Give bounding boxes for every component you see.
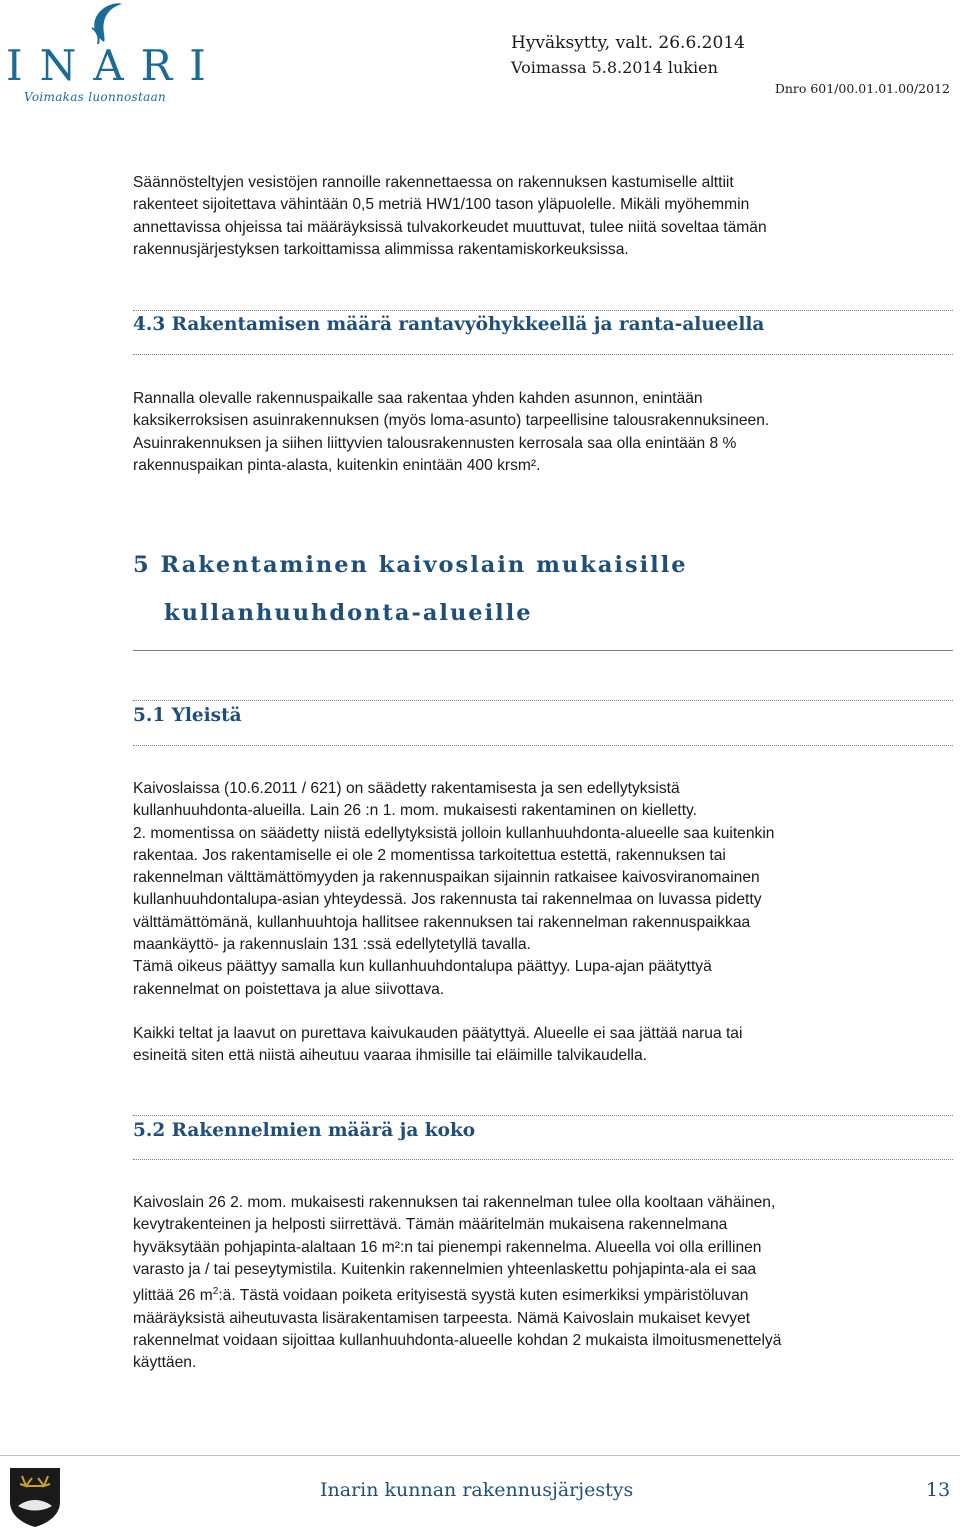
section-divider: [133, 354, 953, 355]
text-line: käyttäen.: [133, 1354, 197, 1372]
logo-swirl-icon: [70, 0, 130, 46]
text-line: kullanhuuhdonta-alueilla. Lain 26 :n 1. mom. mukaisesti rakentaminen on kielletty.: [133, 802, 698, 820]
text-line: annettavissa ohjeissa tai määräyksissä tulvakorkeudet muuttuvat, tulee niitä soveltaa tämän: [133, 218, 767, 236]
text-line: Asuinrakennuksen ja siihen liittyvien talousrakennusten kerrosala saa olla enintään 8 %: [133, 434, 737, 452]
chapter-heading-line: 5 Rakentaminen kaivoslain mukaisille: [133, 552, 688, 578]
text-line: Säännösteltyjen vesistöjen rannoille rakennettaessa on rakennuksen kastumiselle alttiit: [133, 174, 734, 191]
text-fragment: :ä. Tästä voidaan poiketa erityisestä syystä kuten esimerkiksi ympäristöluvan: [218, 1287, 749, 1305]
text-line: rakennuspaikan pinta-alasta, kuitenkin enintään 400 krsm².: [133, 456, 541, 474]
logo-wordmark: INARI: [6, 41, 223, 90]
text-line: rakennusjärjestyksen tarkoittamissa alimmissa rakentamiskorkeuksissa.: [133, 240, 629, 258]
section-divider: [133, 310, 953, 311]
text-line: kullanhuuhdontalupa-asian yhteydessä. Jos rakennusta tai rakennelmaa on luvassa pidetty: [133, 891, 762, 909]
text-line: kevytrakenteinen ja helposti siirrettävä. Tämän määritelmän mukaisena rakennelmana: [133, 1216, 728, 1234]
text-line: rakentaa. Jos rakentamiselle ei ole 2 momentissa tarkoitettua estettä, rakennuksen tai: [133, 846, 726, 864]
text-line: Rannalla olevalle rakennuspaikalle saa rakentaa yhden kahden asunnon, enintään: [133, 390, 703, 407]
section-divider: [133, 745, 953, 746]
text-line: rakennelman välttämättömyyden ja rakennuspaikan sijainnin ratkaisee kaivosviranomainen: [133, 869, 760, 887]
page-number: 13: [926, 1479, 951, 1501]
section-5-1-paragraph: [133, 778, 913, 1068]
section-heading-5-2: 5.2 Rakennelmien määrä ja koko: [133, 1120, 476, 1141]
section-heading-4-3: 4.3 Rakentamisen määrä rantavyöhykkeellä ja ranta-alueella: [133, 314, 765, 335]
valid-date: Voimassa 5.8.2014 lukien: [511, 58, 718, 77]
text-line: [133, 1281, 913, 1307]
text-line: Kaikki teltat ja laavut on purettava kaivukauden päätyttyä. Alueelle ei saa jättää narua tai: [133, 1024, 743, 1042]
logo-tagline: Voimakas luonnostaan: [24, 90, 167, 104]
text-line: Kaivoslaissa (10.6.2011 / 621) on säädetty rakentamisesta ja sen edellytyksistä: [133, 780, 680, 797]
text-line: rakenteet sijoitettava vähintään 0,5 metriä HW1/100 tason yläpuolelle. Mikäli myöhemmin: [133, 196, 750, 214]
superscript: 2: [212, 1286, 219, 1298]
text-line: välttämättömänä, kullanhuuhtoja hallitsee rakennuksen tai rakennelman rakennuspaikkaa: [133, 913, 751, 931]
section-5-2-paragraph: [133, 1192, 913, 1375]
text-line: rakennelmat voidaan sijoittaa kullanhuuhdonta-alueelle kohdan 2 mukaista ilmoitusmenettelyä: [133, 1331, 782, 1349]
coat-of-arms-icon: [8, 1466, 62, 1528]
section-divider: [133, 700, 953, 701]
section-divider: [133, 1159, 953, 1160]
chapter-divider: [133, 650, 953, 651]
document-number: Dnro 601/00.01.01.00/2012: [774, 81, 950, 96]
intro-paragraph: [133, 172, 913, 261]
text-line: maankäyttö- ja rakennuslain 131 :ssä edellytetyllä tavalla.: [133, 936, 531, 954]
text-line: Tämä oikeus päättyy samalla kun kullanhuuhdontalupa päättyy. Lupa-ajan päätyttyä: [133, 958, 712, 976]
text-fragment: ylittää 26 m: [133, 1287, 213, 1305]
text-line: määräyksistä aiheutuvasta lisärakentamisen tarpeesta. Nämä Kaivoslain mukaiset kevyet: [133, 1309, 751, 1327]
chapter-heading-5: [133, 541, 688, 637]
chapter-heading-line: kullanhuuhdonta-alueille: [164, 600, 533, 626]
section-divider: [133, 1115, 953, 1116]
footer-divider: [0, 1455, 960, 1456]
text-line: kaksikerroksisen asuinrakennuksen (myös loma-asunto) tarpeellisine talousrakennuksineen.: [133, 412, 770, 430]
section-heading-5-1: 5.1 Yleistä: [133, 705, 242, 726]
text-line: varasto ja / tai peseytymistila. Kuitenkin rakennelmien yhteenlaskettu pohjapinta-ala ei saa: [133, 1260, 757, 1278]
text-line: 2. momentissa on säädetty niistä edellytyksistä jolloin kullanhuuhdonta-alueelle saa kuitenkin: [133, 824, 775, 842]
section-4-3-paragraph: [133, 388, 913, 477]
text-line: Kaivoslain 26 2. mom. mukaisesti rakennuksen tai rakennelman tulee olla kooltaan vähäinen,: [133, 1194, 776, 1211]
approved-date: Hyväksytty, valt. 26.6.2014: [511, 33, 745, 53]
footer-title: Inarin kunnan rakennusjärjestys: [320, 1479, 634, 1501]
text-line: hyväksytään pohjapinta-alaltaan 16 m²:n tai pienempi rakennelma. Alueella voi olla erillinen: [133, 1238, 762, 1256]
text-line: esineitä siten että niistä aiheutuu vaaraa ihmisille tai eläimille talvikaudella.: [133, 1047, 648, 1065]
text-line: rakennelmat on poistettava ja alue siivottava.: [133, 980, 445, 998]
